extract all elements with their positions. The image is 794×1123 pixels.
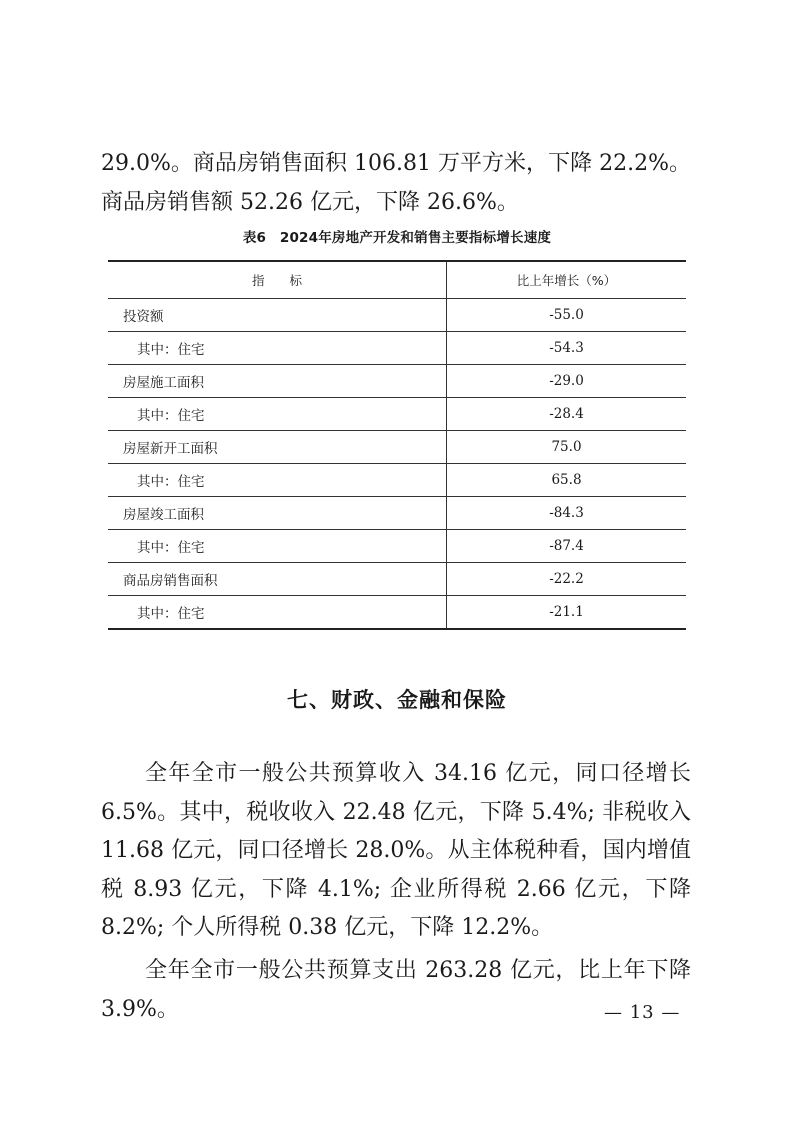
table-row	[108, 530, 686, 563]
paragraph-real-estate-sales: 29.0%。商品房销售面积 106.81 万平方米，下降 22.2%。商品房销售额 52.26 亿元，下降 26.6%。	[101, 151, 691, 215]
row-indicator: 投资额	[108, 299, 447, 332]
table-header-row	[108, 261, 686, 299]
row-indicator: 其中：住宅	[108, 464, 447, 497]
row-indicator: 其中：住宅	[108, 398, 447, 431]
table-row	[108, 398, 686, 431]
row-growth: -28.4	[447, 398, 687, 431]
page-number: — 13 —	[604, 1002, 681, 1023]
row-growth: -21.1	[447, 596, 687, 630]
header-indicator: 指 标	[108, 261, 447, 299]
row-indicator: 商品房销售面积	[108, 563, 447, 596]
row-indicator: 房屋新开工面积	[108, 431, 447, 464]
table-row	[108, 464, 686, 497]
table-row	[108, 497, 686, 530]
row-indicator: 其中：住宅	[108, 530, 447, 563]
table-row	[108, 596, 686, 630]
row-growth: -55.0	[447, 299, 687, 332]
row-growth: -87.4	[447, 530, 687, 563]
table-row	[108, 563, 686, 596]
real-estate-indicators-table	[108, 260, 686, 630]
paragraph-budget-expense: 全年全市一般公共预算支出 263.28 亿元，比上年下降 3.9%。	[101, 958, 691, 1022]
table-title: 表6 2024年房地产开发和销售主要指标增长速度	[242, 230, 552, 246]
row-growth: -22.2	[447, 563, 687, 596]
row-indicator: 其中：住宅	[108, 596, 447, 630]
row-indicator: 其中：住宅	[108, 332, 447, 365]
table-row	[108, 299, 686, 332]
section-heading: 七、财政、金融和保险	[287, 688, 507, 712]
row-growth: -84.3	[447, 497, 687, 530]
table-row	[108, 365, 686, 398]
row-growth: 75.0	[447, 431, 687, 464]
table-row	[108, 431, 686, 464]
row-growth: 65.8	[447, 464, 687, 497]
row-indicator: 房屋竣工面积	[108, 497, 447, 530]
table-row	[108, 332, 686, 365]
paragraph-budget-income: 全年全市一般公共预算收入 34.16 亿元，同口径增长 6.5%。其中，税收收入 22.48 亿元，下降 5.4%; 非税收入 11.68 亿元，同口径增长 28.0%。从主体税种看，国内增值税 8.93 亿元，下降 4.1%; 企业所得税 2.66 亿元，下降 8.2%; 个人所得税 0.38 亿元，下降 12.2%。	[101, 761, 691, 940]
row-growth: -29.0	[447, 365, 687, 398]
header-growth: 比上年增长（%）	[447, 261, 687, 299]
row-indicator: 房屋施工面积	[108, 365, 447, 398]
row-growth: -54.3	[447, 332, 687, 365]
